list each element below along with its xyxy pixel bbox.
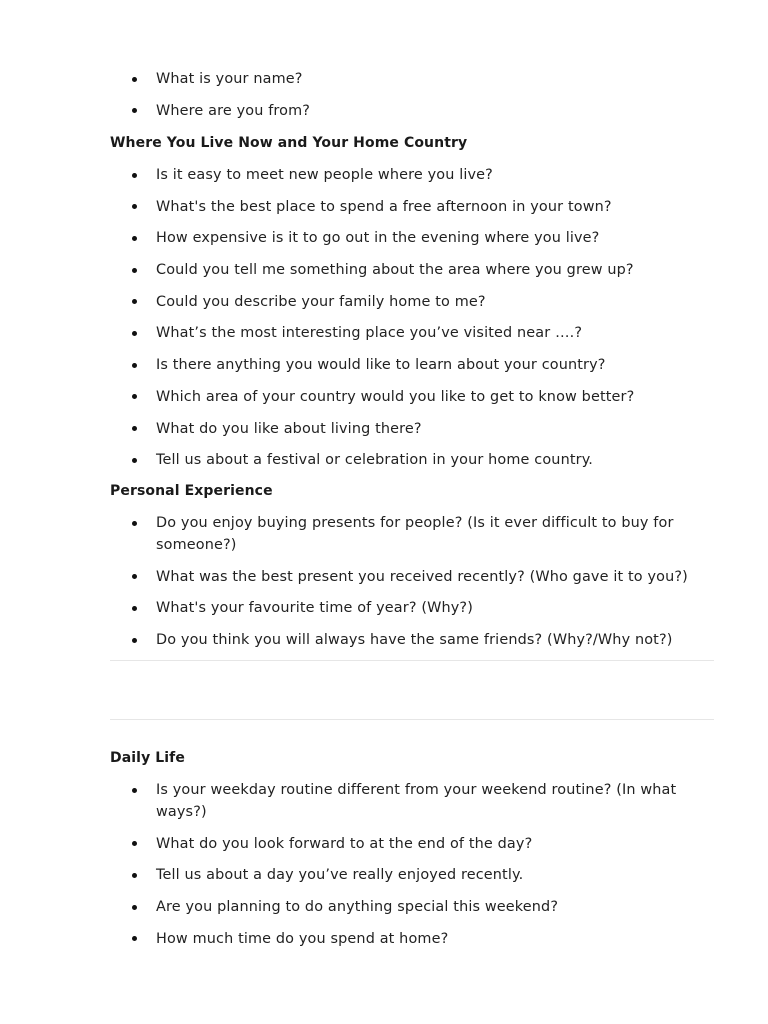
- bullet-icon: [132, 363, 137, 368]
- list-item: What was the best present you received recently? (Who gave it to you?): [110, 566, 714, 588]
- bullet-icon: [132, 788, 137, 793]
- bullet-icon: [132, 638, 137, 643]
- section-heading: Daily Life: [110, 750, 185, 766]
- bullet-icon: [132, 331, 137, 336]
- bullet-icon: [132, 606, 137, 611]
- list-item: Tell us about a day you’ve really enjoyed recently.: [110, 864, 714, 886]
- bullet-icon: [132, 268, 137, 273]
- intro-block: [110, 68, 714, 131]
- bullet-icon: [132, 299, 137, 304]
- list-item: Could you describe your family home to me?: [110, 291, 714, 313]
- list-item: How much time do you spend at home?: [110, 928, 714, 950]
- bullet-icon: [132, 841, 137, 846]
- bullet-icon: [132, 936, 137, 941]
- section-home-country: [110, 133, 714, 481]
- list-item: What’s the most interesting place you’ve visited near ….?: [110, 322, 714, 344]
- list-item: Do you enjoy buying presents for people? (Is it ever difficult to buy for someone?): [110, 512, 714, 556]
- question-list: [110, 779, 714, 950]
- list-item: Do you think you will always have the same friends? (Why?/Why not?): [110, 629, 714, 651]
- intro-list: [110, 68, 714, 122]
- bullet-icon: [132, 77, 137, 82]
- bullet-icon: [132, 108, 137, 113]
- question-list: [110, 164, 714, 471]
- list-item: What do you look forward to at the end of the day?: [110, 833, 714, 855]
- section-heading: Personal Experience: [110, 483, 273, 499]
- list-item: How expensive is it to go out in the evening where you live?: [110, 227, 714, 249]
- bullet-icon: [132, 873, 137, 878]
- list-item: Are you planning to do anything special this weekend?: [110, 896, 714, 918]
- section-heading: Where You Live Now and Your Home Country: [110, 135, 468, 151]
- list-item: What's the best place to spend a free afternoon in your town?: [110, 196, 714, 218]
- list-item: What's your favourite time of year? (Why?): [110, 597, 714, 619]
- page-divider-bottom: [110, 719, 714, 720]
- bullet-icon: [132, 426, 137, 431]
- bullet-icon: [132, 173, 137, 178]
- list-item: Is it easy to meet new people where you live?: [110, 164, 714, 186]
- bullet-icon: [132, 204, 137, 209]
- list-item: Where are you from?: [110, 100, 714, 122]
- bullet-icon: [132, 236, 137, 241]
- list-item: Is there anything you would like to learn about your country?: [110, 354, 714, 376]
- section-daily-life: [110, 748, 714, 959]
- bullet-icon: [132, 521, 137, 526]
- list-item: Could you tell me something about the area where you grew up?: [110, 259, 714, 281]
- list-item: What is your name?: [110, 68, 714, 90]
- list-item: Which area of your country would you like to get to know better?: [110, 386, 714, 408]
- list-item: What do you like about living there?: [110, 418, 714, 440]
- section-personal-experience: [110, 481, 714, 661]
- bullet-icon: [132, 574, 137, 579]
- bullet-icon: [132, 905, 137, 910]
- page-divider-top: [110, 660, 714, 661]
- list-item: Is your weekday routine different from your weekend routine? (In what ways?): [110, 779, 714, 823]
- list-item: Tell us about a festival or celebration in your home country.: [110, 449, 714, 471]
- question-list: [110, 512, 714, 651]
- bullet-icon: [132, 394, 137, 399]
- bullet-icon: [132, 458, 137, 463]
